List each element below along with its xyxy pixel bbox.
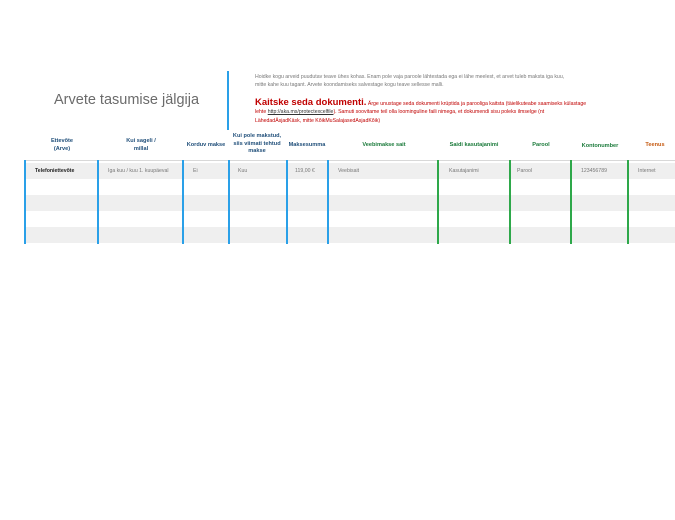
col-header-company: Ettevõte (Arve) (50, 138, 74, 152)
cell-payment-site[interactable]: Veebisait (338, 168, 360, 174)
cell-amount[interactable]: 119,00 € (295, 168, 315, 174)
page-title: Arvete tasumise jälgija (54, 92, 200, 108)
col-header-recurring: Korduv makse (186, 142, 226, 148)
col-header-username: Saidi kasutajanimi (449, 142, 499, 148)
column-border (327, 160, 329, 244)
column-border (509, 160, 511, 244)
col-header-amount: Maksesumma (288, 142, 326, 148)
cell-frequency[interactable]: Iga kuu / kuu 1. kuupäeval (108, 168, 169, 174)
cell-last-payment[interactable]: Kuu (238, 168, 248, 174)
col-header-password: Parool (532, 142, 550, 148)
cell-password[interactable]: Parool (517, 168, 532, 174)
protect-notice (255, 99, 590, 125)
table-row[interactable] (24, 195, 675, 211)
col-header-last-payment: Kui pole makstud, siis viimati tehtud makse (232, 133, 282, 154)
protect-text-2: ). Samuti soovitame teil olla loominguline faili nimega, et dokumendi sisu poleks ilmselge (nt LähedadÄsjadKäsk, mitte KõikMuSalajasedAsjadKõik) (255, 109, 545, 124)
title-divider (227, 71, 229, 130)
col-header-frequency: Kui sageli / millal (126, 138, 156, 152)
column-border (228, 160, 230, 244)
column-border (286, 160, 288, 244)
cell-username[interactable]: Kasutajanimi (449, 168, 479, 174)
cell-account-number[interactable]: 123456789 (581, 168, 607, 174)
table-row[interactable] (24, 179, 675, 195)
column-border (97, 160, 99, 244)
protect-text-1: Ärge unustage seda dokumenti krüptida ja parooliga kaitsta (täielikuteabe saamiseks külastage lehte (255, 101, 587, 116)
column-border (627, 160, 629, 244)
protect-heading: Kaitske seda dokumenti. (255, 97, 367, 108)
protect-link[interactable]: http://aka.ms/protectexcelfile (267, 109, 334, 116)
column-border (182, 160, 184, 244)
intro-text: Hoidke kogu arveid puudutav teave ühes kohas. Enam pole vaja paroole lähtestada ega ei lähe meelest, et arvet tuleb maksta iga kuu, mitte kahe kuu tagant. Arvete koondamiseks salvestage kogu teave sellesse malli. (255, 74, 565, 89)
col-header-service: Teenus (645, 142, 665, 148)
cell-service[interactable]: Internet (638, 168, 656, 174)
col-header-account-number: Kontonumber (581, 143, 619, 149)
column-border (24, 160, 26, 244)
column-border (570, 160, 572, 244)
cell-company[interactable]: Telefoniettevõte (35, 168, 75, 174)
column-border (437, 160, 439, 244)
cell-recurring[interactable]: Ei (193, 168, 198, 174)
table-row[interactable] (24, 211, 675, 227)
table-row[interactable] (24, 227, 675, 243)
col-header-payment-site: Veebimakse sait (362, 142, 406, 148)
table-top-border (24, 160, 675, 161)
